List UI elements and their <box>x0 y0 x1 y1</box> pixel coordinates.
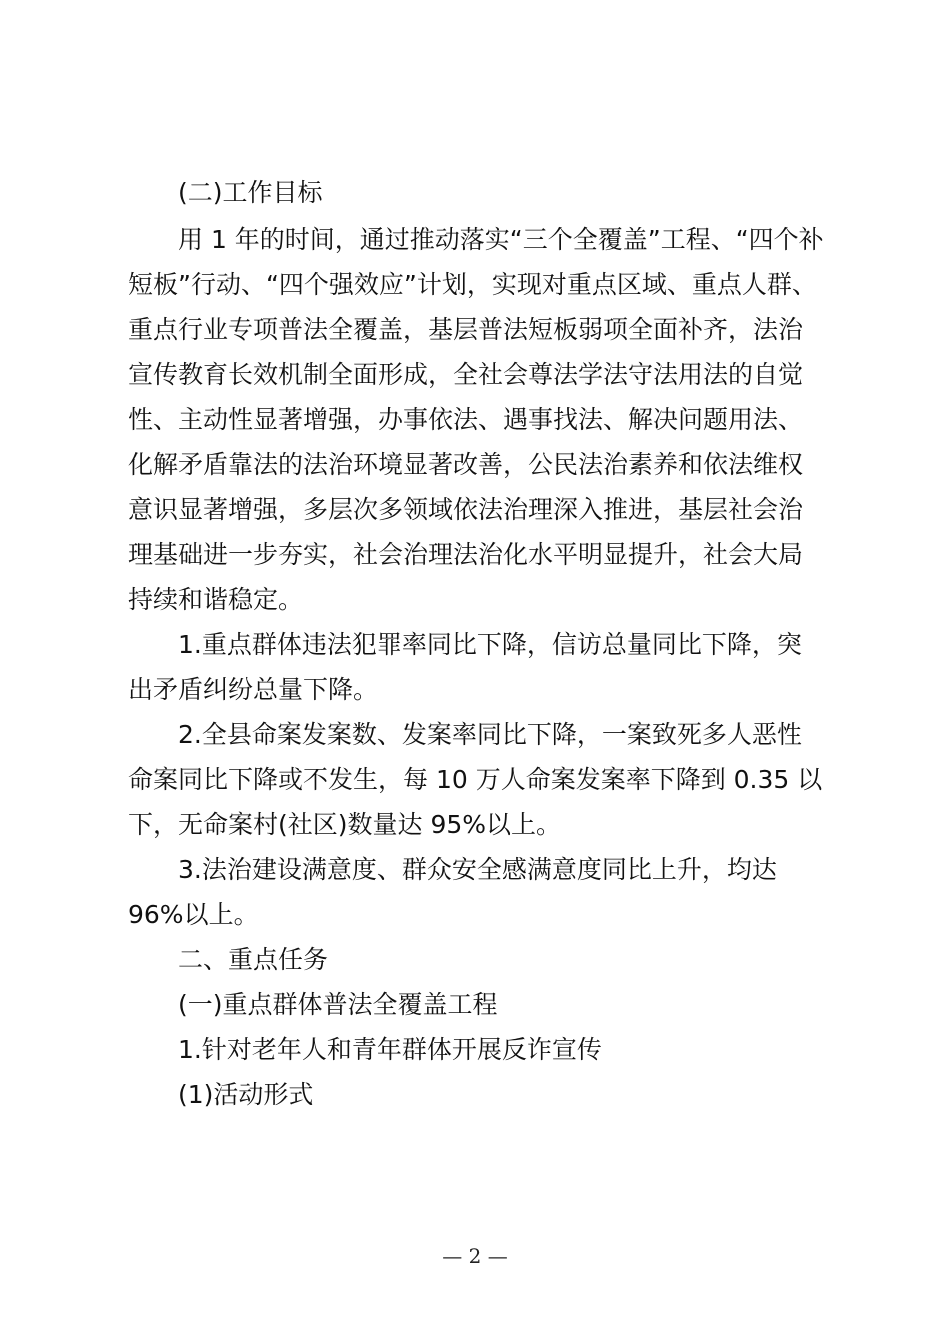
section-heading-work-goals: (二)工作目标 <box>178 178 323 207</box>
goal-item-3-line: 96%以上。 <box>128 900 259 929</box>
subheading-key-group-coverage: (一)重点群体普法全覆盖工程 <box>178 990 498 1019</box>
goal-item-1-line: 出矛盾纠纷总量下降。 <box>128 675 379 704</box>
goal-item-2-line: 2.全县命案发案数、发案率同比下降，一案致死多人恶性 <box>178 720 802 749</box>
goal-item-2-line: 命案同比下降或不发生，每 10 万人命案发案率下降到 0.35 以 <box>128 765 823 794</box>
goals-paragraph-line: 宣传教育长效机制全面形成，全社会尊法学法守法用法的自觉 <box>128 360 804 389</box>
goals-paragraph-line: 理基础进一步夯实，社会治理法治化水平明显提升，社会大局 <box>128 540 804 569</box>
goals-paragraph-line: 持续和谐稳定。 <box>128 585 304 614</box>
goals-paragraph-line: 化解矛盾靠法的法治环境显著改善，公民法治素养和依法维权 <box>128 450 804 479</box>
subheading-anti-fraud: 1.针对老年人和青年群体开展反诈宣传 <box>178 1035 602 1064</box>
goal-item-3-line: 3.法治建设满意度、群众安全感满意度同比上升，均达 <box>178 855 777 884</box>
goals-paragraph-line: 性、主动性显著增强，办事依法、遇事找法、解决问题用法、 <box>128 405 804 434</box>
goals-paragraph-line: 意识显著增强，多层次多领域依法治理深入推进，基层社会治 <box>128 495 804 524</box>
goals-paragraph-line: 重点行业专项普法全覆盖，基层普法短板弱项全面补齐，法治 <box>128 315 804 344</box>
page-number: — 2 — <box>442 1244 508 1268</box>
goal-item-2-line: 下，无命案村(社区)数量达 95%以上。 <box>128 810 562 839</box>
goal-item-1-line: 1.重点群体违法犯罪率同比下降，信访总量同比下降，突 <box>178 630 802 659</box>
goals-paragraph-line: 用 1 年的时间，通过推动落实“三个全覆盖”工程、“四个补 <box>178 225 824 254</box>
section-heading-key-tasks: 二、重点任务 <box>178 945 329 974</box>
subheading-activity-form: (1)活动形式 <box>178 1080 314 1109</box>
goals-paragraph-line: 短板”行动、“四个强效应”计划，实现对重点区域、重点人群、 <box>128 270 817 299</box>
